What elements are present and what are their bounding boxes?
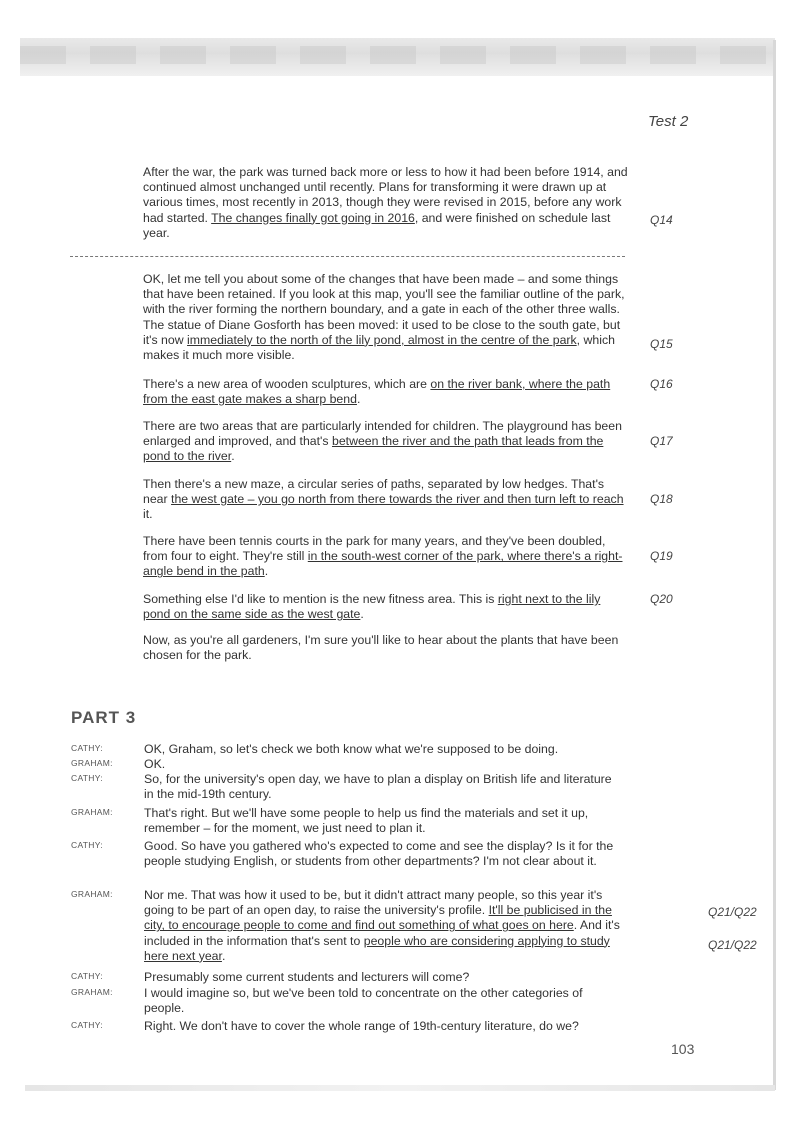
page-number: 103 bbox=[671, 1041, 695, 1057]
speaker-label: GRAHAM: bbox=[71, 758, 113, 768]
speaker-label: GRAHAM: bbox=[71, 807, 113, 817]
answer-underline: between the river and the path that leads from the pond to the river bbox=[143, 434, 604, 464]
speaker-label: GRAHAM: bbox=[71, 889, 113, 899]
speaker-label: GRAHAM: bbox=[71, 987, 113, 997]
question-label-q21-q22: Q21/Q22 bbox=[708, 905, 757, 919]
question-label-q18: Q18 bbox=[650, 492, 673, 506]
page-header: Test 2 bbox=[648, 113, 689, 130]
answer-underline: on the river bank, where the path from the east gate makes a sharp bend bbox=[143, 377, 611, 407]
speaker-label: CATHY: bbox=[71, 971, 103, 981]
dialogue-text: OK. bbox=[144, 757, 166, 771]
question-label-q14: Q14 bbox=[650, 213, 673, 227]
speaker-label: CATHY: bbox=[71, 1020, 103, 1030]
question-label-q17: Q17 bbox=[650, 434, 673, 448]
answer-underline: It'll be publicised in the city, to encourage people to come and find out something of what goes on here bbox=[144, 903, 612, 933]
paragraph-q15: OK, let me tell you about some of the changes that have been made – and some things that have been retained. If you look at this map, you'll see the familiar outline of the park, with the river forming the northern boundary, and a gate in each of the other three walls. The statue of Diane Gosforth has been moved: it used to be close to the south gate, but it's now immediately to the north of the lily pond, almost in the centre of the park, which makes it much more visible. bbox=[143, 272, 625, 363]
speaker-label: CATHY: bbox=[71, 773, 103, 783]
part-title: PART 3 bbox=[71, 708, 137, 727]
question-label-q21-q22: Q21/Q22 bbox=[708, 938, 757, 952]
dialogue-text: Right. We don't have to cover the whole range of 19th-century literature, do we? bbox=[144, 1019, 579, 1033]
paragraph-q17: There are two areas that are particularly intended for children. The playground has been enlarged and improved, and that's between the river and the path that leads from the pond to the river. bbox=[143, 419, 622, 464]
paragraph-closing: Now, as you're all gardeners, I'm sure you'll like to hear about the plants that have been chosen for the park. bbox=[143, 633, 619, 663]
dialogue-text: OK, Graham, so let's check we both know what we're supposed to be doing. bbox=[144, 742, 559, 756]
speaker-label: CATHY: bbox=[71, 840, 103, 850]
dialogue-text: So, for the university's open day, we have to plan a display on British life and literature in the mid-19th century. bbox=[144, 772, 612, 802]
speaker-label: CATHY: bbox=[71, 743, 103, 753]
dialogue-text: That's right. But we'll have some people to help us find the materials and set it up, remember – for the moment, we just need to plan it. bbox=[144, 806, 589, 836]
answer-underline: right next to the lily pond on the same side as the west gate bbox=[143, 592, 601, 622]
paragraph-q19: There have been tennis courts in the park for many years, and they've been doubled, from four to eight. They're still in the south-west corner of the park, where there's a right-angle bend in the path. bbox=[143, 534, 623, 579]
dialogue-text: Nor me. That was how it used to be, but it didn't attract many people, so this year it's going to be part of an open day, to raise the university's profile. It'll be publicised in the city, to encourage people to come and find out something of what goes on here. And it's included in the information that's sent to people who are considering applying to study here next year. bbox=[144, 888, 620, 963]
answer-underline: the west gate – you go north from there towards the river and then turn left to reach bbox=[171, 492, 624, 507]
answer-underline: people who are considering applying to study here next year bbox=[144, 933, 610, 963]
question-label-q19: Q19 bbox=[650, 549, 673, 563]
scan-artifact-right-edge bbox=[773, 40, 776, 1090]
question-label-q16: Q16 bbox=[650, 377, 673, 391]
scan-artifact-bottom bbox=[25, 1085, 775, 1091]
answer-underline: immediately to the north of the lily pond, almost in the centre of the park bbox=[187, 332, 577, 347]
dialogue-text: Presumably some current students and lecturers will come? bbox=[144, 970, 470, 984]
paragraph-q16: There's a new area of wooden sculptures, which are on the river bank, where the path from the east gate makes a sharp bend. bbox=[143, 377, 611, 407]
paragraph-q14: After the war, the park was turned back more or less to how it had been before 1914, and continued almost unchanged until recently. Plans for transforming it were drawn up at various times, most recently in 2013, though they were revised in 2015, before any work had started. The changes finally got going in 2016, and were finished on schedule last year. bbox=[143, 165, 628, 240]
paragraph-q20: Something else I'd like to mention is the new fitness area. This is right next to the lily pond on the same side as the west gate. bbox=[143, 592, 601, 622]
dialogue-text: Good. So have you gathered who's expected to come and see the display? Is it for the people studying English, or students from other departments? I'm not clear about it. bbox=[144, 839, 614, 869]
dialogue-text: I would imagine so, but we've been told to concentrate on the other categories of people. bbox=[144, 986, 583, 1016]
answer-underline: in the south-west corner of the park, where there's a right-angle bend in the path bbox=[143, 549, 623, 579]
question-label-q15: Q15 bbox=[650, 337, 673, 351]
answer-underline: The changes finally got going in 2016 bbox=[211, 210, 415, 225]
question-label-q20: Q20 bbox=[650, 592, 673, 606]
paragraph-q18: Then there's a new maze, a circular series of paths, separated by low hedges. That's near the west gate – you go north from there towards the river and then turn left to reach it. bbox=[143, 477, 624, 522]
scan-artifact-top bbox=[20, 38, 775, 76]
section-divider bbox=[70, 256, 625, 257]
